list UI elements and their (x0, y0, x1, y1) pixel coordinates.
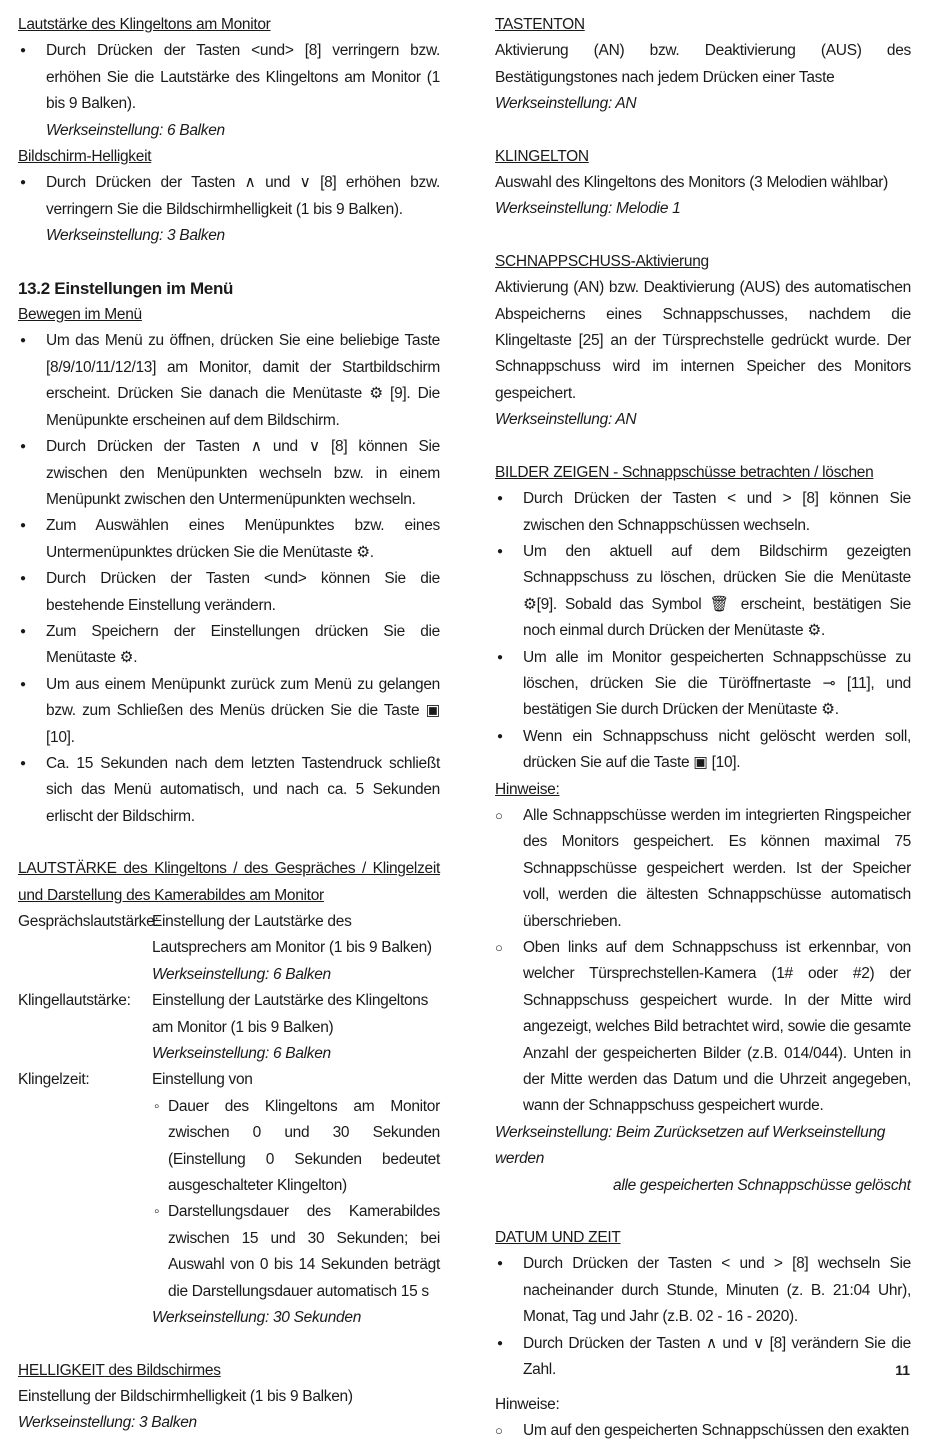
ringtone-volume-list (18, 38, 440, 117)
list-item: ○ Oben links auf dem Schnappschuss ist erkennbar, von welcher Türsprechstellen-Kamera (1# oder #2) der Schnappschuss gespeichert wurde. In der Mitte wird angezeigt, welches Bild betrachtet wird, sowie die gesamte Anzahl der gespeicherten Bilder (z.B. 014/044). Unten in der Mitte werden das Datum und die Uhrzeit angegeben, wann der Schnappschuss gespeichert wurde. (495, 935, 911, 1120)
sub-list-item: ◦ Dauer des Klingeltons am Monitor zwischen 0 und 30 Sekunden (Einstellung 0 Sekunden bedeutet ausgeschalteter Klingelton) (152, 1094, 440, 1200)
volume-section-title (18, 856, 440, 909)
definition (152, 1067, 440, 1331)
list-item: ● Durch Drücken der Tasten <und> können Sie die bestehende Einstellung verändern. (18, 566, 440, 619)
default-setting: Werkseinstellung: 6 Balken (152, 1045, 331, 1063)
default-setting: Werkseinstellung: 6 Balken (152, 965, 331, 983)
definition-text: Einstellung von (152, 1071, 253, 1089)
default-setting: Werkseinstellung: Beim Zurücksetzen auf Werkseinstellung werden (495, 1123, 886, 1168)
schnappschuss-title-rest: -Aktivierung (630, 252, 709, 270)
helligkeit-title-bold: HELLIGKEIT (18, 1361, 105, 1379)
list-item: ○ Um auf den gespeicherten Schnappschüssen den exakten (495, 1418, 911, 1444)
bilder-zeigen-title (495, 460, 911, 486)
list-item: ● Durch Drücken der Tasten < und > [8] können Sie zwischen den Schnappschüssen wechseln. (495, 486, 911, 539)
schnappschuss-desc: Aktivierung (AN) bzw. Deaktivierung (AUS) des automatischen Abspeicherns eines Schnappschusses, nachdem die Klingeltaste [25] an der Türsprechstelle gedrückt wurde. Der Schnappschuss wird im internen Speicher des Monitors gespeichert. (495, 279, 911, 402)
default-setting: Werkseinstellung: 3 Balken (18, 1414, 197, 1432)
right-column (495, 12, 911, 1444)
list-item: ● Durch Drücken der Tasten ∧ und ∨ [8] verändern Sie die Zahl. (495, 1331, 911, 1384)
datum-zeit-title: DATUM UND ZEIT (495, 1229, 621, 1247)
hinweise-list (495, 803, 911, 1120)
volume-definition-list (18, 909, 440, 1332)
list-item: ● Durch Drücken der Tasten < und > [8] wechseln Sie nacheinander durch Stunde, Minuten (z. B. 21:04 Uhr), Monat, Tag und Jahr (z.B. 02 - 16 - 2020). (495, 1251, 911, 1330)
page-number: 11 (895, 1362, 910, 1378)
brightness-list (18, 170, 440, 223)
default-setting-cont: alle gespeicherten Schnappschüsse gelöscht (613, 1176, 911, 1194)
default-setting: Werkseinstellung: AN (495, 95, 637, 113)
list-item: ● Wenn ein Schnappschuss nicht gelöscht werden soll, drücken Sie auf die Taste ▣ [10]. (495, 724, 911, 777)
list-item: ● Zum Auswählen eines Menüpunktes bzw. eines Untermenüpunktes drücken Sie die Menütaste ⚙. (18, 513, 440, 566)
hinweise-heading: Hinweise: (495, 780, 560, 798)
helligkeit-title (18, 1358, 440, 1384)
brightness-title: Bildschirm-Helligkeit (18, 148, 152, 166)
definition-text: Einstellung der Lautstärke des Klingeltons am Monitor (1 bis 9 Balken) (152, 992, 429, 1036)
bilder-zeigen-list (495, 486, 911, 776)
list-item: ○ Alle Schnappschüsse werden im integrierten Ringspeicher des Monitors gespeichert. Es können maximal 75 Schnappschüsse gespeichert werden. Ist der Speicher voll, werden die ältesten Schnappschüsse automatisch überschrieben. (495, 803, 911, 935)
section-heading: 13.2 Einstellungen im Menü (18, 278, 234, 298)
list-item: ● Durch Drücken der Tasten ∧ und ∨ [8] können Sie zwischen den Menüpunkten wechseln bzw. in einem Menüpunkt zwischen den Untermenüpunkten wechseln. (18, 434, 440, 513)
sub-list (152, 1094, 440, 1305)
menu-nav-title: Bewegen im Menü (18, 306, 142, 324)
hinweise-heading: Hinweise: (495, 1395, 560, 1413)
list-item: ● Um alle im Monitor gespeicherten Schnappschüsse zu löschen, drücken Sie die Türöffnertaste ⊸ [11], und bestätigen Sie durch Drücken der Menütaste ⚙. (495, 645, 911, 724)
list-item: ● Durch Drücken der Tasten ∧ und ∨ [8] erhöhen bzw. verringern Sie die Bildschirmhelligkeit (1 bis 9 Balken). (18, 170, 440, 223)
volume-title-bold: LAUTSTÄRKE (18, 860, 117, 878)
tastenton-desc: Aktivierung (AN) bzw. Deaktivierung (AUS) des Bestätigungstones nach jedem Drücken einer Taste (495, 42, 911, 86)
definition (152, 909, 440, 988)
klingelton-desc: Auswahl des Klingeltons des Monitors (3 Melodien wählbar) (495, 174, 888, 192)
hinweise-list (495, 1418, 911, 1444)
ringtone-volume-title: Lautstärke des Klingeltons am Monitor (18, 16, 271, 33)
default-setting: Werkseinstellung: 6 Balken (46, 121, 225, 139)
list-item: ● Ca. 15 Sekunden nach dem letzten Tastendruck schließt sich das Menü automatisch, und nach ca. 5 Sekunden erlischt der Bildschirm. (18, 751, 440, 830)
sub-list-item: ◦ Darstellungsdauer des Kamerabildes zwischen 15 und 30 Sekunden; bei Auswahl von 0 bis 14 Sekunden beträgt die Darstellungsdauer automatisch 15 s (152, 1199, 440, 1305)
menu-nav-list (18, 328, 440, 830)
list-item: ● Durch Drücken der Tasten <und> [8] verringern bzw. erhöhen Sie die Lautstärke des Klingeltons am Monitor (1 bis 9 Balken). (18, 38, 440, 117)
list-item: ● Um den aktuell auf dem Bildschirm gezeigten Schnappschuss zu löschen, drücken Sie die Menütaste ⚙[9]. Sobald das Symbol 🗑 erscheint, bestätigen Sie noch einmal durch Drücken der Menütaste ⚙. (495, 539, 911, 645)
klingelton-title: KLINGELTON (495, 147, 589, 165)
datum-zeit-list (495, 1251, 911, 1383)
definition-text: Einstellung der Lautstärke des Lautsprechers am Monitor (1 bis 9 Balken) (152, 913, 432, 957)
default-setting: Werkseinstellung: AN (495, 411, 637, 429)
bilder-zeigen-title-rest: - Schnappschüsse betrachten / löschen (609, 463, 874, 481)
schnappschuss-title (495, 249, 911, 275)
default-setting: Werkseinstellung: 30 Sekunden (152, 1309, 362, 1327)
term: Klingelzeit: (18, 1071, 90, 1089)
bilder-zeigen-title-bold: BILDER ZEIGEN (495, 463, 610, 481)
definition (152, 988, 440, 1067)
helligkeit-desc: Einstellung der Bildschirmhelligkeit (1 bis 9 Balken) (18, 1387, 353, 1405)
schnappschuss-title-main: SCHNAPPSCHUSS (495, 252, 631, 270)
list-item: ● Um aus einem Menüpunkt zurück zum Menü zu gelangen bzw. zum Schließen des Menüs drücken Sie die Taste ▣ [10]. (18, 672, 440, 751)
default-setting: Werkseinstellung: Melodie 1 (495, 200, 681, 218)
helligkeit-title-rest: des Bildschirmes (104, 1361, 221, 1379)
term: Klingellautstärke: (18, 992, 131, 1010)
list-item: ● Um das Menü zu öffnen, drücken Sie eine beliebige Taste [8/9/10/11/12/13] am Monitor, damit der Startbildschirm erscheint. Drücken Sie danach die Menütaste ⚙ [9]. Die Menüpunkte erscheinen auf dem Bildschirm. (18, 328, 440, 434)
left-column (18, 12, 440, 1437)
list-item: ● Zum Speichern der Einstellungen drücken Sie die Menütaste ⚙. (18, 619, 440, 672)
volume-title-rest: des Klingeltons / des Gespräches / Klingelzeit und Darstellung des Kamerabildes am Monitor (18, 860, 440, 904)
tastenton-title: TASTENTON (495, 16, 585, 33)
default-setting: Werkseinstellung: 3 Balken (46, 227, 225, 245)
term: Gesprächslautstärke: (18, 913, 159, 930)
